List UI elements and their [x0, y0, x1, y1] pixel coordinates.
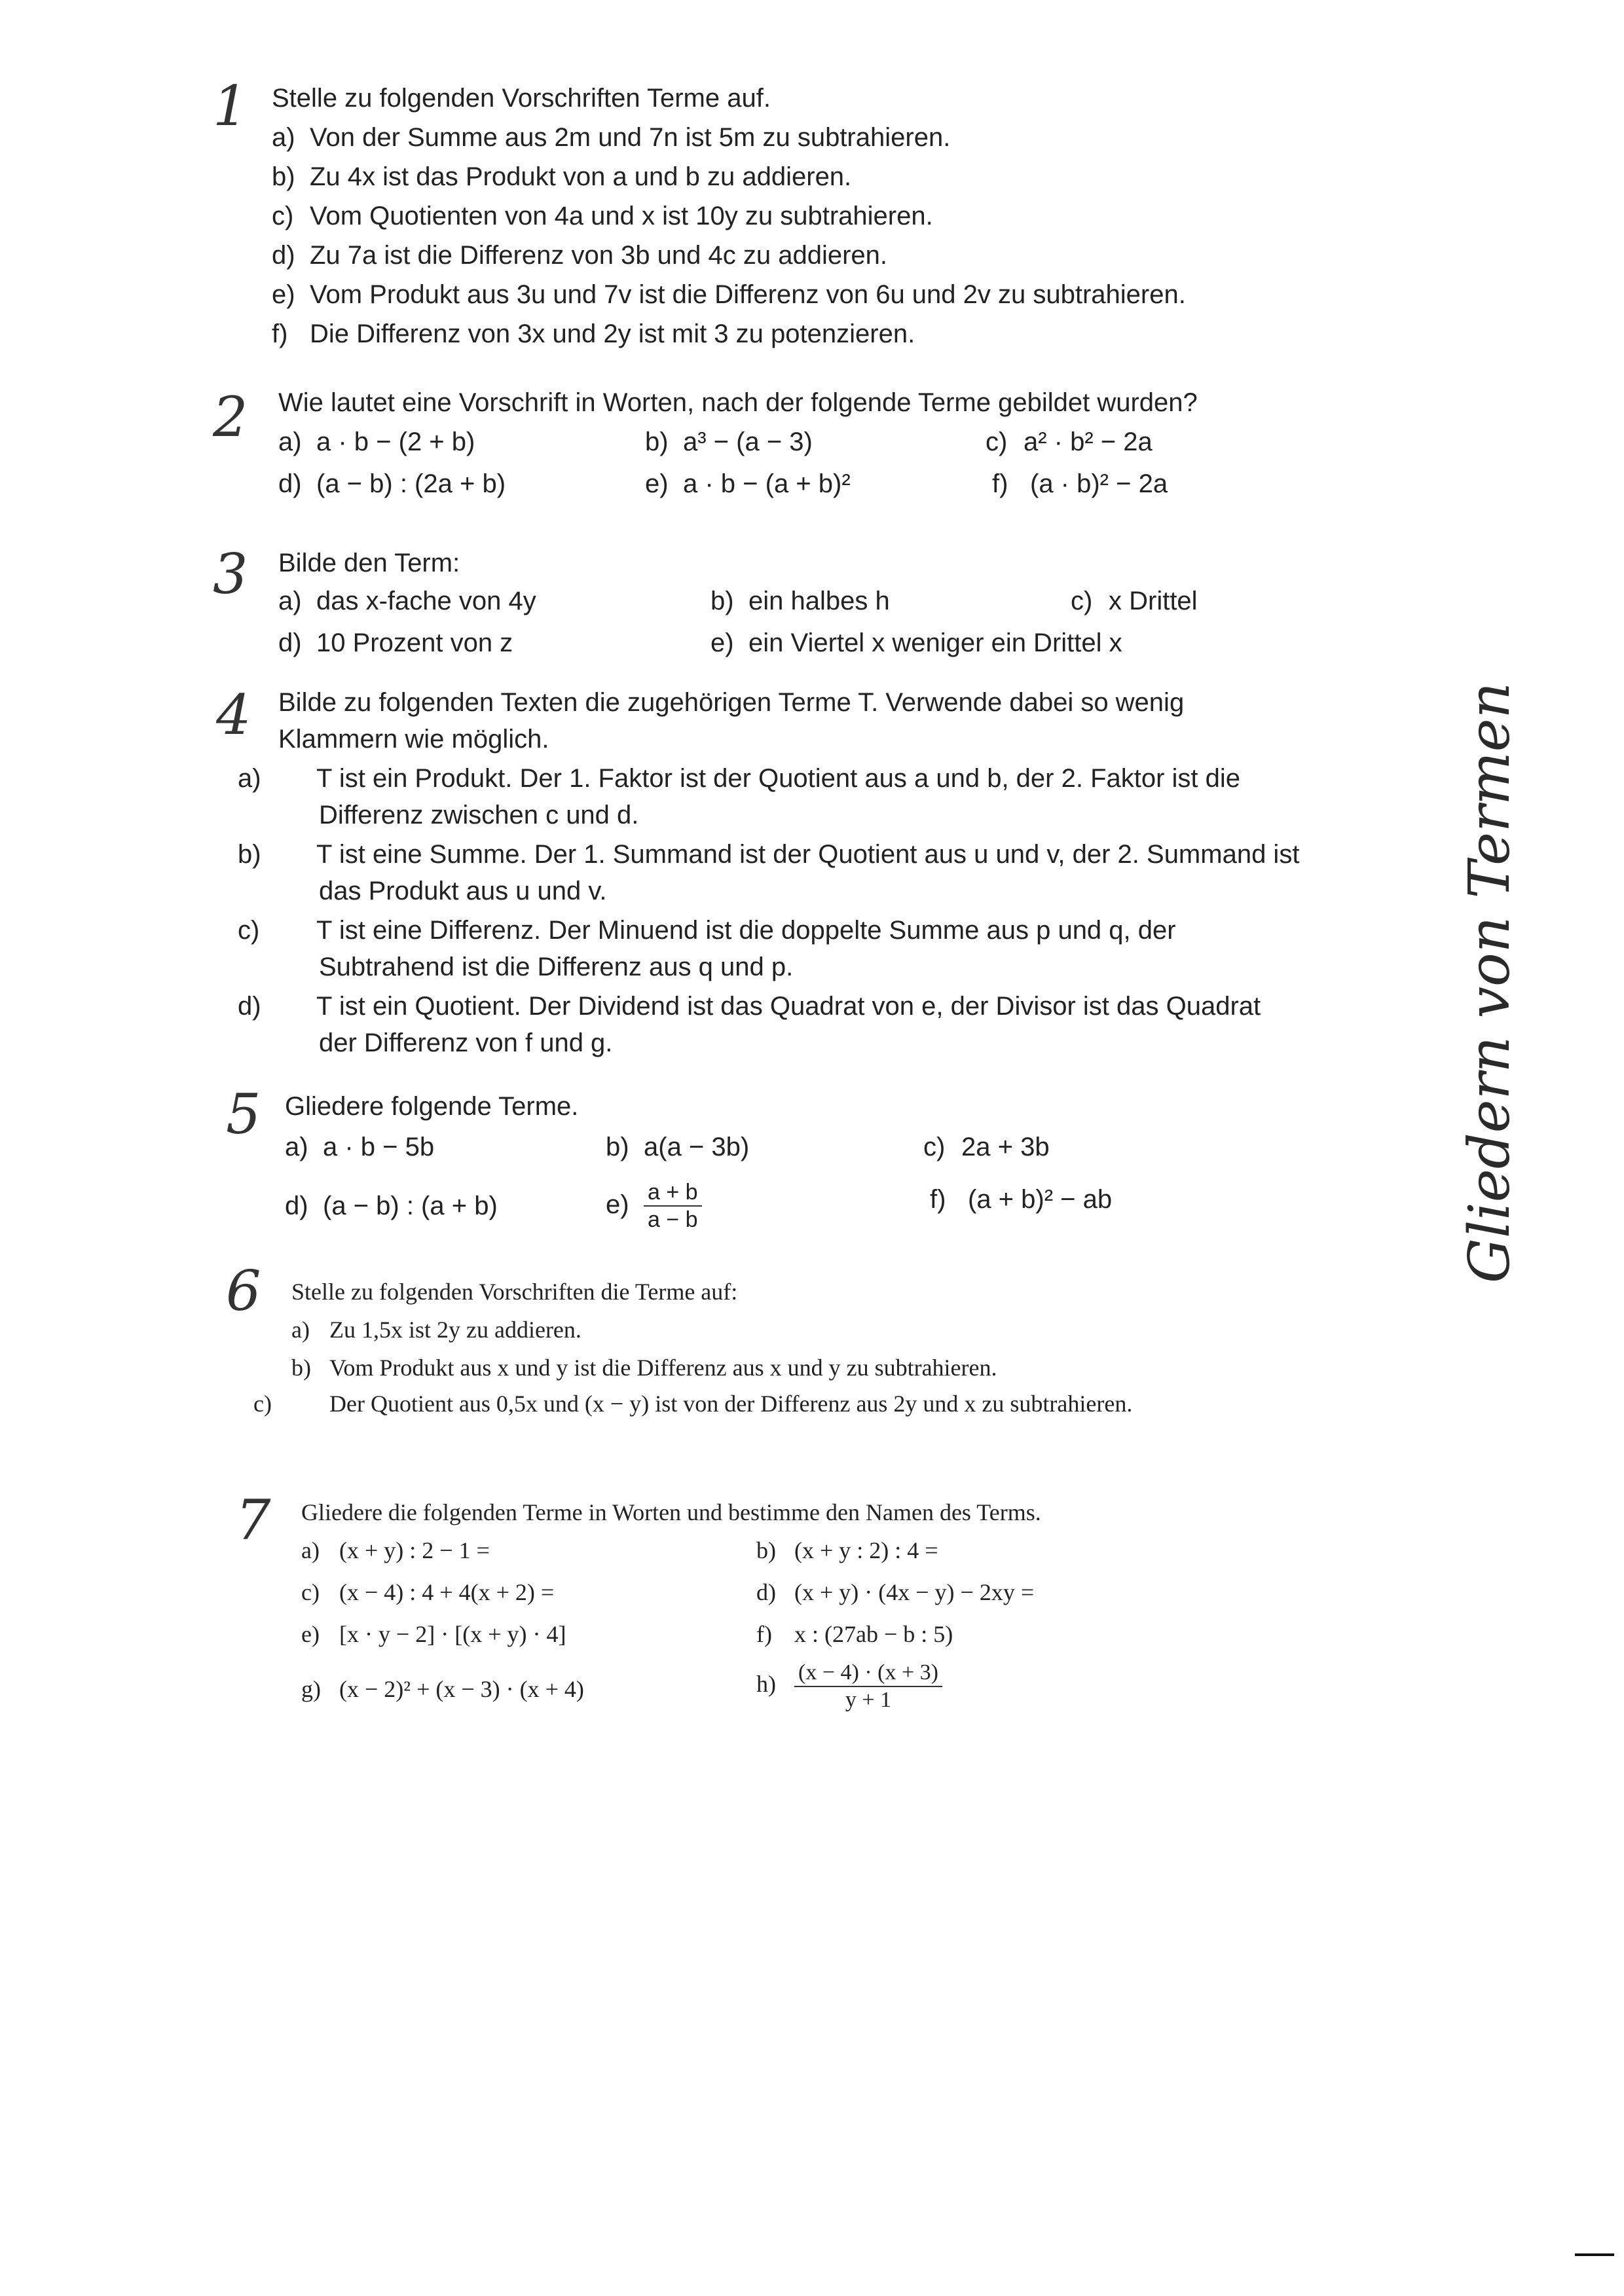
list-item: b) a(a − 3b)	[606, 1133, 750, 1161]
section-title: Stelle zu folgenden Vorschriften Terme auf.	[272, 84, 771, 113]
list-item: c) Vom Quotienten von 4a und x ist 10y zu subtrahieren.	[272, 202, 933, 230]
corner-dash	[1575, 2253, 1614, 2256]
list-item: a) Von der Summe aus 2m und 7n ist 5m zu subtrahieren.	[272, 123, 951, 152]
section-title: Stelle zu folgenden Vorschriften die Terme auf:	[291, 1279, 738, 1305]
list-item: c) x Drittel	[1071, 587, 1198, 615]
list-item: f) x : (27ab − b : 5)	[756, 1621, 953, 1647]
term-row	[285, 1131, 1333, 1183]
term-row	[285, 1180, 1333, 1242]
list-item: a) (x + y) : 2 − 1 =	[301, 1537, 490, 1563]
section-6	[253, 1275, 1143, 1421]
section-title: Gliedere folgende Terme.	[285, 1092, 579, 1121]
side-note-text: Gliedern von Termen	[1457, 682, 1522, 1283]
term-row	[278, 426, 1326, 467]
list-item: c) 2a + 3b	[923, 1133, 1050, 1161]
list-item: b) Vom Produkt aus x und y ist die Differenz aus x und y zu subtrahieren.	[291, 1355, 997, 1381]
section-number: 1	[213, 74, 248, 138]
list-item: d) Zu 7a ist die Differenz von 3b und 4c zu addieren.	[272, 241, 888, 270]
side-note	[1362, 682, 1522, 1283]
term-row	[278, 627, 1326, 668]
section-number: 6	[226, 1259, 261, 1323]
list-item: e) ein Viertel x weniger ein Drittel x	[710, 629, 1122, 657]
list-item: b) Zu 4x ist das Produkt von a und b zu addieren.	[272, 162, 852, 191]
section-title: Wie lautet eine Vorschrift in Worten, nach der folgende Terme gebildet wurden?	[278, 388, 1198, 417]
list-item: c) Der Quotient aus 0,5x und (x − y) ist von der Differenz aus 2y und x zu subtrahieren.	[253, 1391, 1133, 1417]
term-row	[301, 1618, 1120, 1660]
list-item: f) (a + b)² − ab	[930, 1185, 1113, 1214]
list-item: d) T ist ein Quotient. Der Dividend ist das Quadrat von e, der Divisor ist das Quadrat der Differenz von f und g.	[238, 992, 1261, 1057]
section-7	[301, 1496, 1120, 1732]
fraction: $\frac{a + b}{a - b}$	[644, 1179, 702, 1233]
section-number: 7	[236, 1488, 271, 1552]
term-row	[301, 1576, 1120, 1618]
list-item: b) T ist eine Summe. Der 1. Summand ist der Quotient aus u und v, der 2. Summand ist das Produkt aus u und v.	[238, 840, 1300, 905]
section-number: 3	[213, 542, 248, 606]
list-item: c) a² · b² − 2a	[986, 428, 1153, 456]
list-item: h) $\frac{(x - 4) \cdot (x + 3)}{y + 1}$	[756, 1660, 942, 1713]
list-item: e) [x · y − 2] · [(x + y) · 4]	[301, 1621, 566, 1647]
list-item: f) Die Differenz von 3x und 2y ist mit 3 zu potenzieren.	[272, 319, 915, 348]
section-title: Bilde den Term:	[278, 549, 460, 577]
term-row	[278, 585, 1326, 627]
section-1	[272, 82, 1320, 350]
list-item: e) Vom Produkt aus 3u und 7v ist die Differenz von 6u und 2v zu subtrahieren.	[272, 280, 1186, 309]
list-item: e) $\frac{a + b}{a - b}$	[606, 1179, 702, 1233]
list-item: d) (a − b) : (a + b)	[285, 1192, 498, 1220]
list-item: a) T ist ein Produkt. Der 1. Faktor ist der Quotient aus a und b, der 2. Faktor ist die Differenz zwischen c und d.	[238, 764, 1241, 829]
list-item: b) a³ − (a − 3)	[645, 428, 813, 456]
section-title: Bilde zu folgenden Texten die zugehörigen Terme T. Verwende dabei so wenig Klammern wie möglich.	[278, 688, 1185, 754]
term-row	[301, 1660, 1120, 1732]
list-item: d) (a − b) : (2a + b)	[278, 469, 506, 498]
section-number: 4	[216, 683, 251, 747]
section-5	[285, 1090, 1333, 1242]
fraction: $\frac{(x - 4) \cdot (x + 3)}{y + 1}$	[794, 1660, 942, 1713]
section-number: 2	[213, 385, 248, 449]
section-3	[278, 547, 1326, 668]
section-4	[238, 684, 1300, 1061]
list-item: b) ein halbes h	[710, 587, 890, 615]
section-2	[278, 386, 1326, 509]
list-item: a) a · b − 5b	[285, 1133, 435, 1161]
list-item: a) das x-fache von 4y	[278, 587, 536, 615]
list-item: e) a · b − (a + b)²	[645, 469, 851, 498]
section-title: Gliedere die folgenden Terme in Worten und bestimme den Namen des Terms.	[301, 1499, 1041, 1525]
list-item: d) 10 Prozent von z	[278, 629, 513, 657]
list-item: c) T ist eine Differenz. Der Minuend ist die doppelte Summe aus p und q, der Subtrahend ist die Differenz aus q und p.	[238, 916, 1176, 981]
term-row	[301, 1534, 1120, 1576]
list-item: b) (x + y : 2) : 4 =	[756, 1537, 938, 1563]
list-item: a) Zu 1,5x ist 2y zu addieren.	[291, 1317, 581, 1343]
list-item: c) (x − 4) : 4 + 4(x + 2) =	[301, 1579, 555, 1605]
list-item: g) (x − 2)² + (x − 3) · (x + 4)	[301, 1676, 584, 1702]
list-item: d) (x + y) · (4x − y) − 2xy =	[756, 1579, 1035, 1605]
list-item: a) a · b − (2 + b)	[278, 428, 475, 456]
list-item: f) (a · b)² − 2a	[992, 469, 1168, 498]
term-row	[278, 467, 1326, 509]
section-number: 5	[226, 1082, 261, 1146]
